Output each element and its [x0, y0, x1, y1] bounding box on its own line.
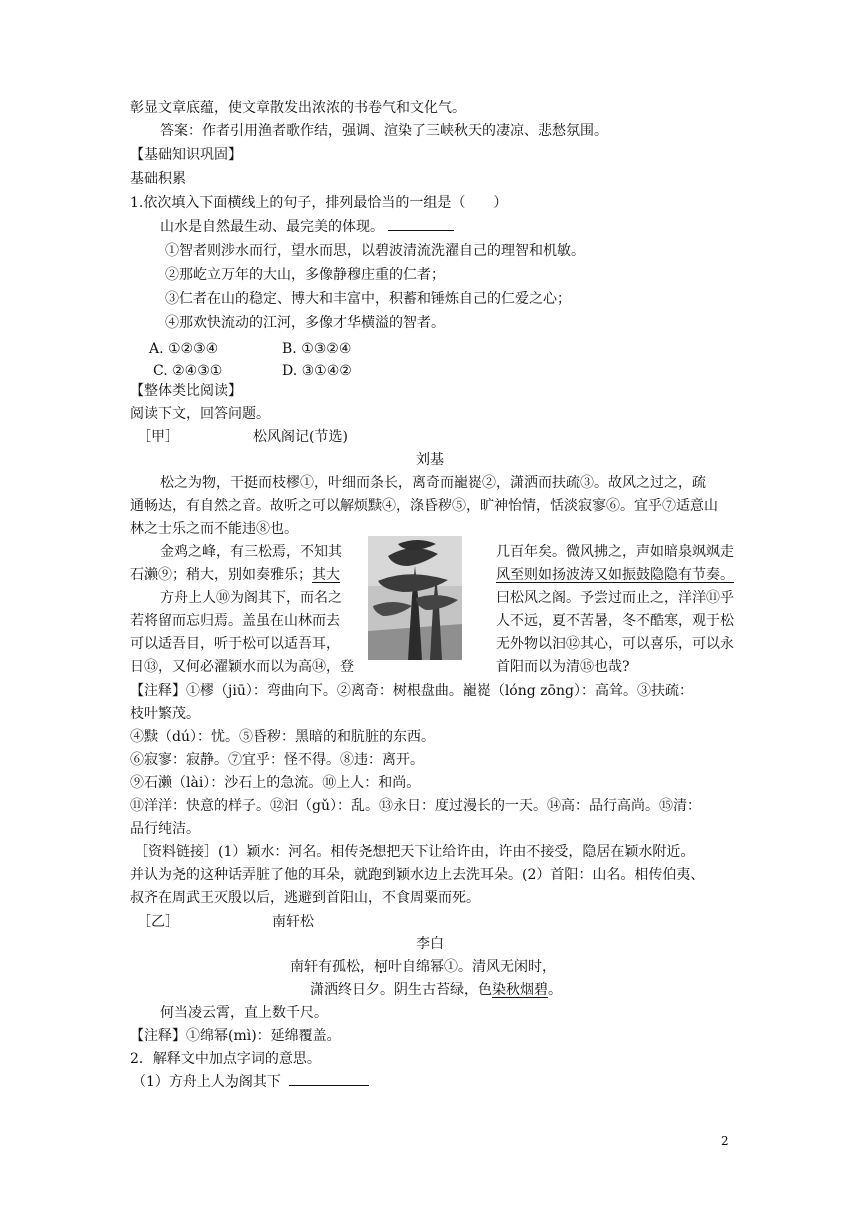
annotation-line: ⑨石濑（lài）：沙石上的急流。⑩上人：和尚。	[130, 775, 421, 791]
question-1: 1.依次填入下面横线上的句子，排列最恰当的一组是（ ）	[130, 195, 508, 211]
answer-line: 答案：作者引用渔者歌作结，强调、渲染了三峡秋天的凄凉、悲愁氛围。	[160, 123, 608, 139]
passage-line-right: 曰松风之阁。予尝过而止之，洋洋⑪乎	[496, 590, 734, 606]
section-heading: 【整体类比阅读】	[130, 383, 242, 399]
fill-blank[interactable]	[388, 216, 454, 231]
passage-line-left: 日⑬，又何必濯颖水而以为高⑭，登	[130, 659, 354, 675]
choice-a[interactable]: A. ①②③④	[149, 341, 219, 357]
underlined-text: 染秋烟碧	[492, 982, 548, 998]
reference-link-line: ［资料链接］(1）颖水：河名。相传尧想把天下让给许由，许由不接受，隐居在颖水附近。	[134, 844, 695, 860]
answer-blank[interactable]	[289, 1071, 369, 1086]
option-sentence-3: ③仁者在山的稳定、博大和丰富中，积蓄和锤炼自己的仁爱之心；	[165, 291, 571, 307]
dotted-character: 柯	[374, 959, 388, 975]
option-sentence-2: ②那屹立万年的大山，多像静穆庄重的仁者；	[165, 267, 445, 283]
question-stem	[160, 216, 454, 238]
item-text: （1）方舟上人	[132, 1074, 225, 1090]
passage-line-right: 无外物以汩⑫其心，可以喜乐，可以永	[496, 636, 734, 652]
item-text: 阁其下	[238, 1074, 281, 1090]
passage-line-left: 可以适吾目，听于松可以适吾耳，	[130, 636, 340, 652]
poem-line: 何当凌云霄，直上数千尺。	[160, 1005, 328, 1021]
stem-text: 山水是自然最生动、最完美的体现。	[160, 219, 384, 235]
underlined-passage-line: 风至则如扬波涛又如振鼓隐隐有节奏。	[496, 567, 734, 583]
pine-tree-icon	[368, 536, 462, 660]
annotation-line: 品行纯洁。	[130, 821, 200, 837]
author: 刘基	[416, 452, 444, 468]
annotation-line: ⑪洋洋：快意的样子。⑫汩（gǔ）：乱。⑬永日：度过漫长的一天。⑭高：品行高尚。⑮清：	[130, 798, 701, 814]
passage-line-right: 几百年矣。微风拂之，声如暗泉飒飒走	[496, 544, 734, 560]
passage-line: 通畅达，有自然之音。故听之可以解烦黩④，涤昏秽⑤，旷神怡情，恬淡寂寥⑥。宜乎⑦适意山	[130, 498, 718, 514]
annotation-line: 【注释】①绵幂(mì)：延绵覆盖。	[130, 1028, 341, 1044]
annotation-line: 枝叶繁茂。	[130, 706, 200, 722]
passage-line: 松之为物，干挺而枝樛①，叶细而条长，离奇而巃嵸②，潇洒而扶疏③。故风之过之，疏	[160, 475, 706, 491]
text-line: 彰显文章底蕴，使文章散发出浓浓的书卷气和文化气。	[130, 100, 466, 116]
passage-text: 石濑⑨；稍大，别如奏雅乐；	[130, 567, 312, 583]
dotted-character: 为	[224, 1074, 239, 1090]
poem-author: 李白	[416, 936, 444, 952]
page-number: 2	[721, 1134, 729, 1148]
poem-text: 。	[548, 982, 562, 998]
pine-tree-image	[368, 536, 462, 660]
choice-d[interactable]: D. ③①④②	[282, 363, 352, 379]
poem-line	[310, 979, 562, 1001]
option-sentence-4: ④那欢快流动的江河，多像才华横溢的智者。	[165, 315, 445, 331]
poem-text: 潇洒终日夕。阴生古苔绿，色	[310, 982, 492, 998]
section-heading: 【基础知识巩固】	[130, 147, 242, 163]
passage-line: 林之士乐之而不能违⑧也。	[130, 521, 298, 537]
question-item	[132, 1071, 369, 1093]
underlined-text: 其大	[312, 567, 340, 583]
reference-link-line: 叔齐在周武王灭殷以后，逃避到首阳山，不食周粟而死。	[130, 890, 480, 906]
poem-text: 叶自绵幂①。清风无闲时，	[388, 959, 556, 975]
passage-line-left	[130, 564, 340, 586]
poem-title: 南轩松	[272, 914, 314, 930]
subsection-heading: 基础积累	[130, 171, 186, 187]
poem-line	[290, 956, 556, 978]
passage-label-yi: ［乙］	[137, 914, 179, 930]
passage-label-jia: ［甲］	[137, 429, 179, 445]
annotation-line: 【注释】①樛（jiū）：弯曲向下。②离奇：树根盘曲。巃嵸（lóng zōng）：高耸。③扶疏：	[130, 683, 693, 699]
poem-text: 南轩有孤松，	[290, 959, 374, 975]
passage-line-right: 首阳而以为清⑮也哉?	[496, 659, 630, 675]
choice-c[interactable]: C. ②④③①	[153, 363, 223, 379]
passage-line-left: 方舟上人⑩为阁其下，而名之	[160, 590, 342, 606]
passage-title: 松风阁记(节选)	[253, 429, 348, 445]
reference-link-line: 并认为尧的这种话弄脏了他的耳朵，就跑到颖水边上去洗耳朵。(2）首阳：山名。相传伯夷、	[130, 867, 705, 883]
annotation-line: ⑥寂寥：寂静。⑦宜乎：怪不得。⑧违：离开。	[130, 752, 424, 768]
option-sentence-1: ①智者则涉水而行，望水而思，以碧波清流洗濯自己的理智和机敏。	[165, 243, 585, 259]
choice-b[interactable]: B. ①③②④	[282, 341, 352, 357]
instruction: 阅读下文，回答问题。	[130, 406, 270, 422]
annotation-line: ④黩（dú）：忧。⑤昏秽：黑暗的和肮脏的东西。	[130, 729, 435, 745]
passage-line-left: 金鸡之峰，有三松焉，不知其	[160, 544, 342, 560]
passage-line-left: 若将留而忘归焉。盖虽在山林而去	[130, 613, 340, 629]
question-2: 2．解释文中加点字词的意思。	[130, 1051, 321, 1067]
passage-line-right: 人不远，夏不苦暑，冬不酷寒，观于松	[496, 613, 734, 629]
